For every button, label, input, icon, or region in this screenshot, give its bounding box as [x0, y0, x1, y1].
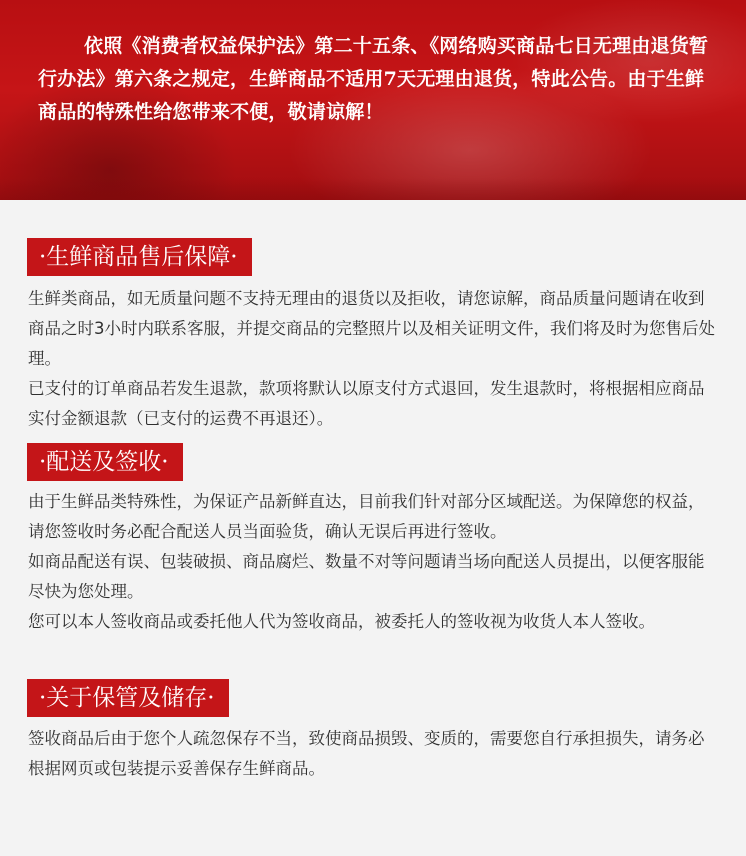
paragraph: 已支付的订单商品若发生退款，款项将默认以原支付方式退回，发生退款时，将根据相应商品实付金额退款（已支付的运费不再退还）。	[28, 379, 705, 428]
section-title-storage: ·关于保管及储存·	[27, 679, 229, 717]
paragraph: 如商品配送有误、包装破损、商品腐烂、数量不对等问题请当场向配送人员提出，以便客服能尽快为您处理。	[28, 552, 705, 601]
section-body-delivery	[28, 487, 720, 637]
section-body-storage	[28, 724, 720, 784]
paragraph: 签收商品后由于您个人疏忽保存不当，致使商品损毁、变质的，需要您自行承担损失，请务必根据网页或包装提示妥善保存生鲜商品。	[28, 729, 705, 778]
notice-text: 依照《消费者权益保护法》第二十五条、《网络购买商品七日无理由退货暂行办法》第六条之规定，生鲜商品不适用7天无理由退货，特此公告。由于生鲜商品的特殊性给您带来不便，敬请谅解！	[38, 35, 709, 123]
section-body-after-sales	[28, 284, 720, 434]
paragraph: 生鲜类商品，如无质量问题不支持无理由的退货以及拒收，请您谅解，商品质量问题请在收到商品之时3小时内联系客服，并提交商品的完整照片以及相关证明文件，我们将及时为您售后处理。	[28, 289, 715, 368]
paragraph: 由于生鲜品类特殊性，为保证产品新鲜直达，目前我们针对部分区域配送。为保障您的权益，请您签收时务必配合配送人员当面验货，确认无误后再进行签收。	[28, 492, 705, 541]
section-title-after-sales: ·生鲜商品售后保障·	[27, 238, 252, 276]
section-title-delivery: ·配送及签收·	[27, 443, 183, 481]
notice-banner	[0, 0, 746, 200]
paragraph: 您可以本人签收商品或委托他人代为签收商品，被委托人的签收视为收货人本人签收。	[28, 612, 655, 631]
